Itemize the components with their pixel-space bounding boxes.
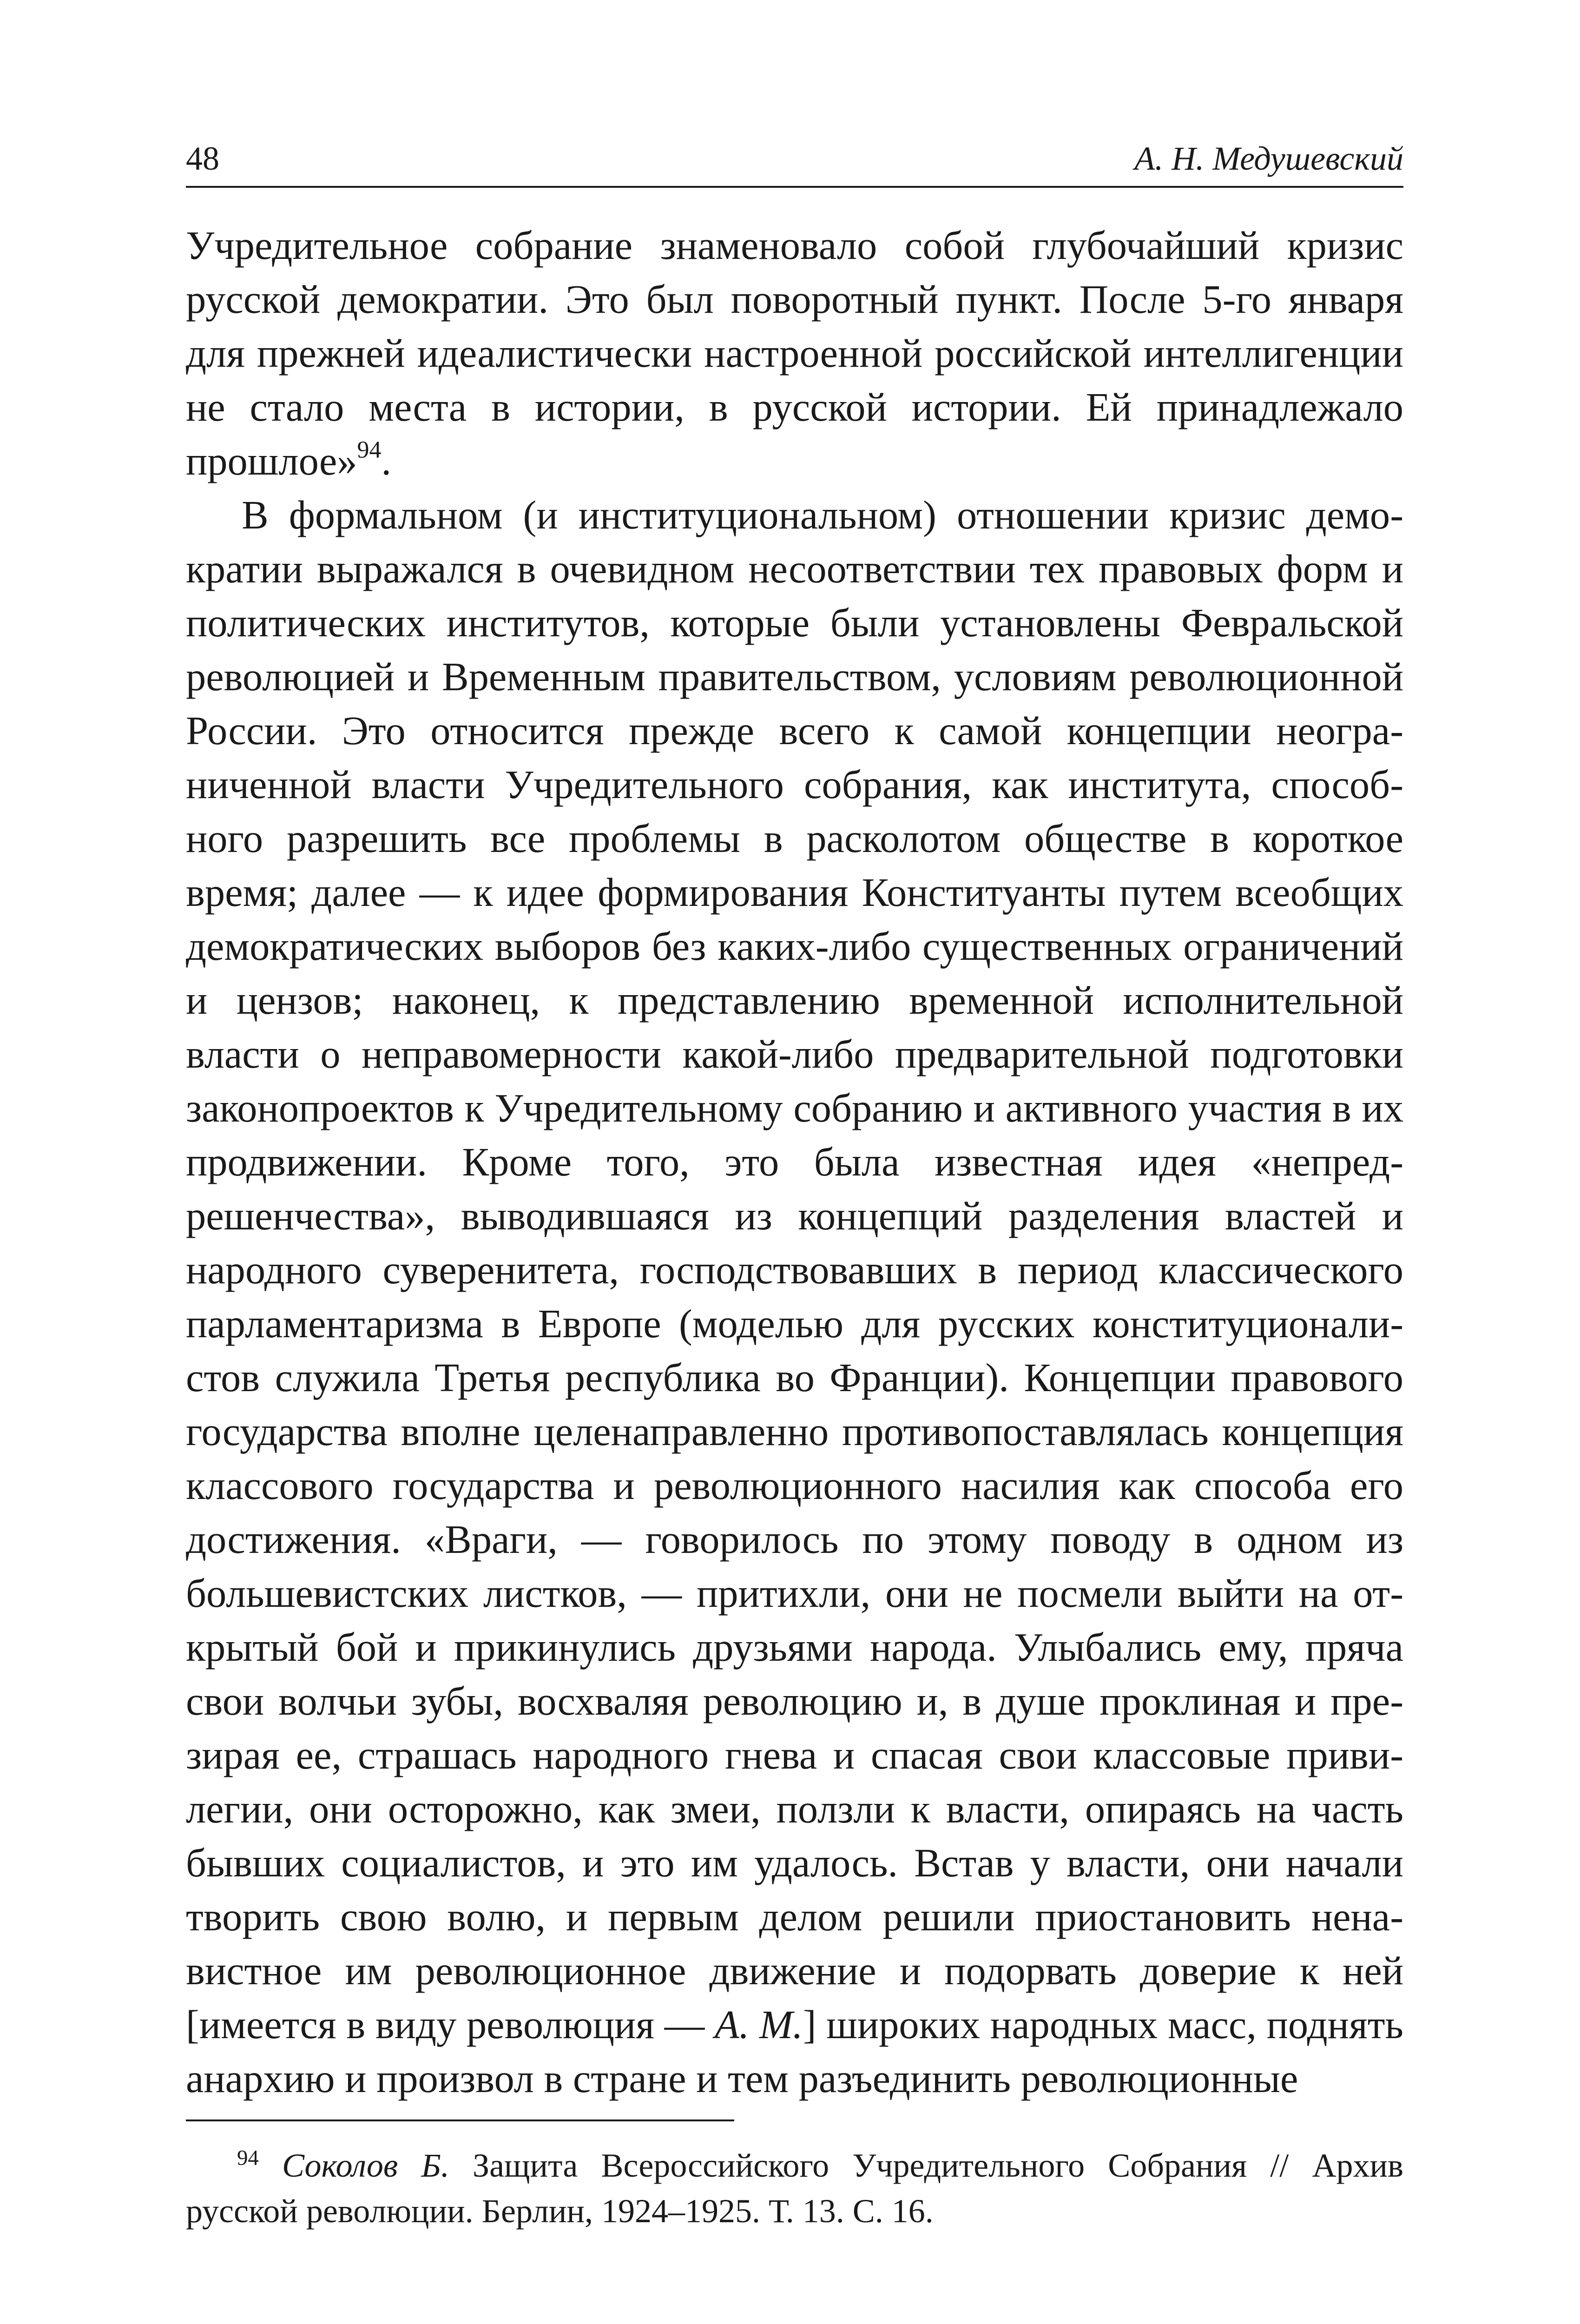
footnotes	[186, 2143, 1403, 2234]
footnote-94	[186, 2143, 1403, 2234]
paragraph-1	[186, 218, 1403, 488]
paragraph-1-text: Учредительное собрание знаменовало собой глубочайший кризис русской демократии. Это был поворотный пункт. После 5-го января для прежней идеалистически настроенной российской интеллигенции не стало места в истории, в русской истории. Ей принадлежало прошлое»	[186, 223, 1403, 483]
footnote-text: Защита Всероссийского Учредительного Собрания // Архив русской революции. Берлин, 1924–1925. Т. 13. С. 16.	[186, 2147, 1403, 2230]
paragraph-2-text-a: В формальном (и институциональном) отношении кризис демократии выражался в очевидном несоответствии тех правовых форм и политических институтов, которые были установлены Февральской революцией и Временным правительством, условиям революционной России. Это относится прежде всего к самой концепции неограниченной власти Учредительного собрания, как института, способного разрешить все проблемы в расколотом обществе в короткое время; далее — к идее формирования Конституанты путем всеобщих демократических выборов без каких-либо существенных ограничений и цензов; наконец, к представлению временной исполнительной власти о неправомерности какой-либо предварительной подготовки законопроектов к Учредительному собранию и активного участия в их продвижении. Кроме того, это была известная идея «непредрешенчества», выводившаяся из концепций разделения властей и народного суверенитета, господствовавших в период классического парламентаризма в Европе (моделью для русских конституционалистов служила Третья республика во Франции). Концепции правового государства вполне целенаправленно противопоставлялась концепция классового государства и революционного насилия как способа его достижения. «Враги, — говорилось по этому поводу в одном из большевистских листков, — притихли, они не посмели выйти на открытый бой и прикинулись друзьями народа. Улыбались ему, пряча свои волчьи зубы, восхваляя революцию и, в душе проклиная и презирая ее, страшась народного гнева и спасая свои классовые привилегии, они осторожно, как змеи, ползли к власти, опираясь на часть бывших социалистов, и это им удалось. Встав у власти, они начали творить свою волю, и первым делом решили приостановить ненавистное им революционное движение и подорвать доверие к ней [имеется в виду революция —	[186, 493, 1403, 2047]
paragraph-2	[186, 488, 1403, 2106]
paragraph-1-end: .	[381, 439, 392, 483]
footnote-reference-94[interactable]: 94	[357, 436, 382, 463]
footnote-divider	[186, 2119, 734, 2121]
footnote-author: Соколов Б.	[282, 2147, 449, 2184]
running-head-author: А. Н. Медушевский	[1134, 140, 1403, 177]
footnote-number: 94	[237, 2146, 259, 2170]
running-header	[186, 130, 1403, 188]
book-page	[186, 130, 1403, 2250]
page-number: 48	[186, 140, 219, 177]
paragraph-2-text-b: ] широких народных масс, поднять анархию и произвол в стране и тем разъединить революционные	[186, 2002, 1403, 2101]
main-text	[186, 218, 1403, 2106]
editor-initials: А. М.	[714, 2002, 803, 2047]
